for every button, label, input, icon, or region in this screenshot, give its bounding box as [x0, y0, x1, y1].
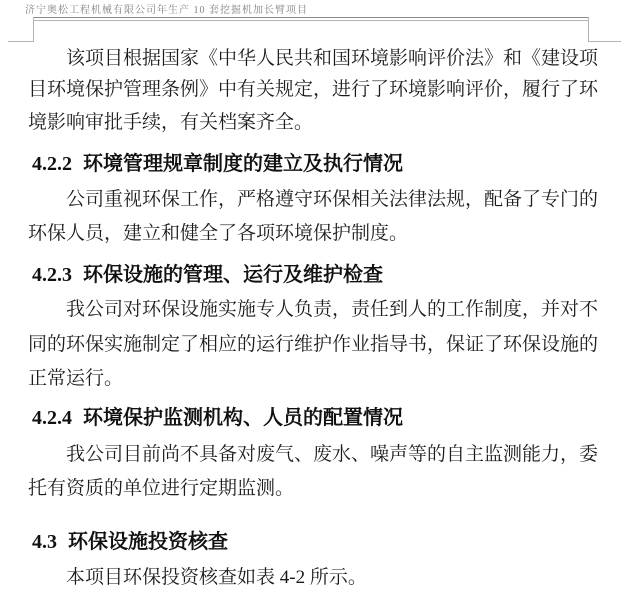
paragraph-investment-line-1[interactable]: 本项目环保投资核查如表 4-2 所示。 [66, 567, 367, 588]
heading-4-2-3[interactable] [32, 264, 383, 288]
heading-4-2-2[interactable] [32, 153, 403, 177]
paragraph-monitoring-line-1[interactable]: 我公司目前尚不具备对废气、废水、噪声等的自主监测能力，委 [66, 444, 599, 465]
paragraph-monitoring-line-2[interactable]: 托有资质的单位进行定期监测。 [28, 478, 295, 499]
page-corner-right-vertical [588, 17, 589, 42]
heading-4-2-2-number: 4.2.2 [32, 153, 72, 175]
paragraph-facilities-line-3[interactable]: 正常运行。 [28, 368, 124, 389]
header-rule-top [33, 17, 588, 18]
heading-4-2-2-title: 环境管理规章制度的建立及执行情况 [83, 153, 403, 175]
paragraph-facilities-line-1[interactable]: 我公司对环保设施实施专人负责，责任到人的工作制度，并对不 [66, 299, 599, 320]
paragraph-facilities-line-2[interactable]: 同的环保实施制定了相应的运行维护作业指导书，保证了环保设施的 [28, 334, 599, 355]
page-corner-right-horizontal [588, 41, 621, 42]
heading-4-2-4[interactable] [32, 407, 403, 431]
heading-4-3-title: 环保设施投资核查 [68, 531, 228, 553]
page-corner-left-vertical [33, 17, 34, 42]
page-corner-left-horizontal [8, 41, 34, 42]
header-rule-secondary [33, 20, 588, 21]
heading-4-3[interactable] [32, 531, 228, 555]
heading-4-2-4-number: 4.2.4 [32, 407, 72, 429]
paragraph-intro-line-3[interactable]: 境影响审批手续，有关档案齐全。 [28, 112, 314, 133]
paragraph-rules-line-1[interactable]: 公司重视环保工作，严格遵守环保相关法律法规，配备了专门的 [66, 189, 599, 210]
heading-4-3-number: 4.3 [32, 531, 57, 553]
paragraph-intro-line-1[interactable]: 该项目根据国家《中华人民共和国环境影响评价法》和《建设项 [66, 48, 599, 69]
paragraph-intro-line-2[interactable]: 目环境保护管理条例》中有关规定，进行了环境影响评价，履行了环 [28, 79, 599, 100]
heading-4-2-4-title: 环境保护监测机构、人员的配置情况 [83, 407, 403, 429]
running-header-title: 济宁奥松工程机械有限公司年生产 10 套挖掘机加长臂项目 [25, 5, 308, 16]
heading-4-2-3-title: 环保设施的管理、运行及维护检查 [83, 264, 383, 286]
paragraph-rules-line-2[interactable]: 环保人员，建立和健全了各项环境保护制度。 [28, 223, 409, 244]
heading-4-2-3-number: 4.2.3 [32, 264, 72, 286]
